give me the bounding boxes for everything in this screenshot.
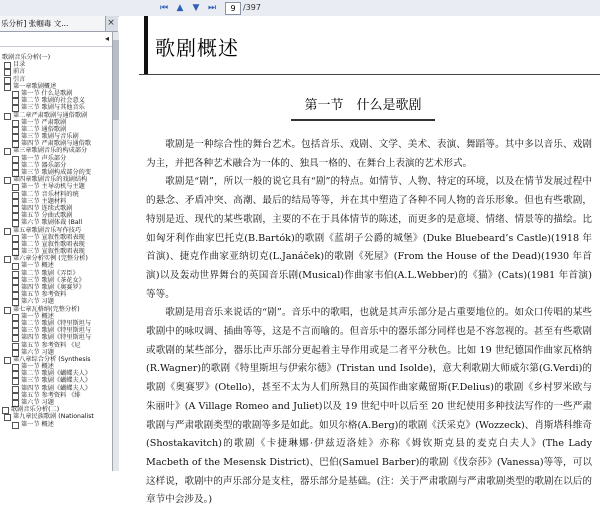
bookmark-item[interactable] <box>0 183 112 190</box>
bookmark-tree <box>0 54 112 428</box>
bookmark-label: 第一节 概述 <box>21 420 54 428</box>
bookmark-label: 第三节 歌剧与音乐剧 <box>21 133 79 141</box>
bookmark-item[interactable] <box>0 377 112 384</box>
bookmark-label: 引言 <box>13 75 26 83</box>
bookmark-label: 第二节 歌剧的社会意义 <box>21 97 85 105</box>
tab-bar <box>0 16 118 32</box>
bookmark-label: 第三节 歌剧构成部分的变 <box>21 169 92 176</box>
bookmarks-panel <box>0 32 113 471</box>
bookmark-label: 目录 <box>13 61 26 69</box>
bookmark-label: 第二节 歌剧《特里斯坦与 <box>21 319 92 327</box>
bookmark-item[interactable] <box>0 421 112 428</box>
bookmark-label: 第五节 参考资料 《尼 <box>21 341 81 349</box>
bookmark-label: 第三节 歌剧《蝴蝶夫人》 <box>21 377 92 385</box>
bookmark-item[interactable] <box>0 198 112 205</box>
bookmark-label: 第二节 器乐部分 <box>21 161 67 169</box>
bookmark-label: 第一节 严肃歌剧 <box>21 118 67 126</box>
toolbar <box>0 0 600 17</box>
expand-toggle-icon[interactable] <box>12 422 19 429</box>
bookmark-label: 第二节 音乐材料的统 <box>21 190 79 198</box>
bookmark-label: 第四节 歌剧《蝴蝶夫人》 <box>21 384 92 392</box>
bookmark-item[interactable] <box>0 342 112 349</box>
bookmark-item[interactable] <box>0 68 112 75</box>
document-body <box>146 136 592 510</box>
collapse-panel-icon[interactable]: ◂ <box>104 34 109 43</box>
bookmark-label: 第六章分析实例 (完整分析) <box>13 255 88 263</box>
bookmarks-scrollbar[interactable] <box>112 32 119 471</box>
bookmark-label: 第三节 歌剧与其他音乐 <box>21 104 85 112</box>
bookmark-item[interactable] <box>0 162 112 169</box>
bookmark-label: 第一章歌剧概述 <box>13 82 57 90</box>
last-page-icon[interactable]: ⏭ <box>207 3 217 13</box>
bookmark-label: 第七章瓦格纳(完整分析) <box>13 305 80 313</box>
bookmark-label: 第一节 主导动机与主题 <box>21 183 85 191</box>
bookmark-label: 第五章歌剧音乐写作技巧 <box>13 226 82 234</box>
bookmark-item[interactable] <box>0 112 112 119</box>
paragraph: 歌剧是“剧”，所以一般的说它具有“剧”的特点。如情节、人物、特定的环境，以及在情节发展过程中的悬念、矛盾冲突、高潮、最后的结局等等，并在其中塑造了各种不同人物的音乐形象。但也有些歌剧，特别是近、现代的某些歌剧，主要的不在于具体情节的陈述，而更多的是意境、情绪、情景等的描绘。比如匈牙利作曲家巴托克(B.Bartók)的歌剧《蓝胡子公爵的城堡》(Duke Bluebeard’s Castle)(1918 年首演)、捷克作曲家亚纳切克(L.Janáček)的歌剧《死屋》(From the House of the Dead)(1930 年首演)以及轰动世界舞台的英国音乐剧(Musical)作曲家韦伯(A.L.Webber)的《猫》(Cats)(1981 年首演)等等。 <box>146 176 593 300</box>
title-divider <box>139 74 600 75</box>
bookmark-item[interactable] <box>0 298 112 305</box>
bookmark-label: 第六节 习题 <box>21 298 54 306</box>
bookmark-label: 第六节 歌剧体裁 (Ball <box>21 219 83 227</box>
bookmark-item[interactable] <box>0 234 112 241</box>
bookmark-label: 第四节 严肃歌剧与通俗歌 <box>21 140 92 148</box>
bookmark-label: 第八章综合分析 (Synthesis <box>13 355 91 363</box>
bookmark-item[interactable] <box>0 104 112 111</box>
bookmark-label: 第二节 通俗歌剧 <box>21 125 67 133</box>
bookmark-item[interactable] <box>0 356 112 363</box>
bookmark-item[interactable] <box>0 191 112 198</box>
paragraph: 歌剧是用音乐来说话的“剧”。音乐中的歌唱，也就是其声乐部分是占重要地位的。如众口传唱的某些歌剧中的咏叹调、插曲等等，这是不言而喻的。但音乐中的器乐部分同样也是不容忽视的。甚至有些歌剧或歌剧的某些部分，器乐比声乐部分更起着主导作用或是二者平分秋色。比如 19 世纪德国作曲家瓦格纳(R.Wagner)的歌剧《特里斯坦与伊索尔德》(Tristan und Isolde)，意大利歌剧大师威尔第(G.Verdi)的歌剧《奥赛罗》(Otello)，甚至不太为人们所熟目的英国作曲家戴留斯(F.Delius)的歌剧《乡村罗米欧与朱丽叶》(A Village Romeo and Juliet)以及 19 世纪中叶以后至 20 世纪使用多种技法写作的一些严肃歌剧与严肃歌剧类型的歌剧等多是如此。如贝尔格(A.Berg)的歌剧《沃采克》(Wozzeck)、肖斯塔科维奇(Shostakavitch)的歌剧《卡捷琳娜·伊兹迈洛娃》亦称《姆钦斯克县的麦克白夫人》(The Lady Macbeth of the Mesensk District)、巴伯(Samuel Barber)的歌剧《伐奈莎》(Vanessa)等等，可以这样说，歌剧中的声乐部分是支柱，器乐部分是基础。(注：关于严肃歌剧与严肃歌剧类型的歌剧在以后的章节中会涉及。) <box>146 307 592 506</box>
section-heading: 第一节 什么是歌剧 <box>291 97 435 121</box>
bookmark-item[interactable] <box>0 255 112 262</box>
bookmark-label: 第一节 概述 <box>21 312 54 320</box>
title-accent-bar <box>144 16 148 74</box>
page-title: 歌剧概述 <box>155 36 239 60</box>
paragraph: 歌剧是一种综合性的舞台艺术。包括音乐、戏剧、文学、美术、表演、舞蹈等。其中多以音乐、戏剧为主，并把各种艺术融合为一体的、独具一格的、在舞台上表演的艺术形式。 <box>146 139 592 169</box>
bookmark-item[interactable] <box>0 262 112 269</box>
bookmark-label: 第六节 习题 <box>21 348 54 356</box>
bookmark-item[interactable] <box>0 349 112 356</box>
bookmark-item[interactable] <box>0 126 112 133</box>
bookmark-label: 第一节 什么是歌剧 <box>21 89 73 97</box>
bookmark-label: 第四节 歌剧《奥赛罗》 <box>21 284 85 291</box>
bookmark-item[interactable] <box>0 241 112 248</box>
bookmark-label: 第一节 概述 <box>21 262 54 270</box>
bookmark-item[interactable] <box>0 227 112 234</box>
bookmark-item[interactable] <box>0 385 112 392</box>
next-page-icon[interactable]: ▼ <box>192 3 200 13</box>
page-number-input[interactable]: 9 <box>225 2 241 15</box>
bookmark-item[interactable] <box>0 313 112 320</box>
bookmark-label: 第五节 参考资料 <box>21 291 67 299</box>
bookmark-label: 歌剧音乐分析(二) <box>11 406 60 414</box>
bookmark-label: 第一节 宣叙性歌唱表现 <box>21 233 85 241</box>
bookmark-item[interactable] <box>0 291 112 298</box>
bookmark-label: 第一节 声乐部分 <box>21 154 67 162</box>
bookmark-item[interactable] <box>0 306 112 313</box>
bookmark-label: 第二节 宣叙性歌唱表现 <box>21 240 85 248</box>
bookmark-label: 第五节 分曲式歌剧 <box>21 212 73 220</box>
bookmark-label: 第六节 习题 <box>21 399 54 406</box>
bookmark-label: 歌剧音乐分析(一) <box>2 54 51 61</box>
bookmark-item[interactable] <box>0 83 112 90</box>
bookmark-item[interactable] <box>0 155 112 162</box>
bookmark-item[interactable] <box>0 392 112 399</box>
bookmark-item[interactable] <box>0 76 112 83</box>
bookmark-label: 第四章歌剧音乐的戏剧结构 <box>13 176 88 184</box>
bookmark-item[interactable] <box>0 277 112 284</box>
close-tab-icon[interactable]: × <box>107 18 115 28</box>
page-total-label: /397 <box>243 3 261 12</box>
bookmark-item[interactable] <box>0 119 112 126</box>
bookmark-label: 第二节 歌剧《弄臣》 <box>21 269 79 277</box>
bookmark-item[interactable] <box>0 270 112 277</box>
bookmark-label: 第九章民族歌剧 (Nationalist <box>13 413 94 421</box>
document-page <box>119 16 600 506</box>
bookmark-label: 第三节 主题材料 <box>21 197 67 205</box>
bookmark-label: 第三章歌剧音乐的构成部分 <box>13 147 88 155</box>
bookmark-label: 第三节 歌剧《特里斯坦与 <box>21 327 92 335</box>
first-page-icon[interactable]: ⏮ <box>159 3 169 13</box>
bookmark-item[interactable] <box>0 334 112 341</box>
bookmark-label: 第四节 歌剧《特里斯坦与 <box>21 334 92 342</box>
bookmark-label: 第四节 连续式歌剧 <box>21 204 73 212</box>
bookmark-label: 第三节 宣叙性歌唱表现 <box>21 248 85 256</box>
bookmark-item[interactable] <box>0 219 112 226</box>
bookmark-label: 第一节 概述 <box>21 363 54 371</box>
prev-page-icon[interactable]: ▲ <box>176 3 184 13</box>
bookmark-label: 第二节 歌剧《蝴蝶夫人》 <box>21 370 92 378</box>
bookmark-label: 前言 <box>13 68 26 76</box>
bookmark-item[interactable] <box>0 413 112 420</box>
bookmark-item[interactable] <box>0 147 112 154</box>
document-tab[interactable]: 乐分析] 张帼毒 文... <box>0 16 106 31</box>
bookmark-label: 第二章严肃歌剧与通俗歌剧 <box>13 111 88 119</box>
bookmarks-header <box>0 32 112 47</box>
bookmark-label: 第三节 歌剧《茶花女》 <box>21 276 85 284</box>
bookmark-label: 第五节 参考资料 《绯 <box>21 391 81 399</box>
